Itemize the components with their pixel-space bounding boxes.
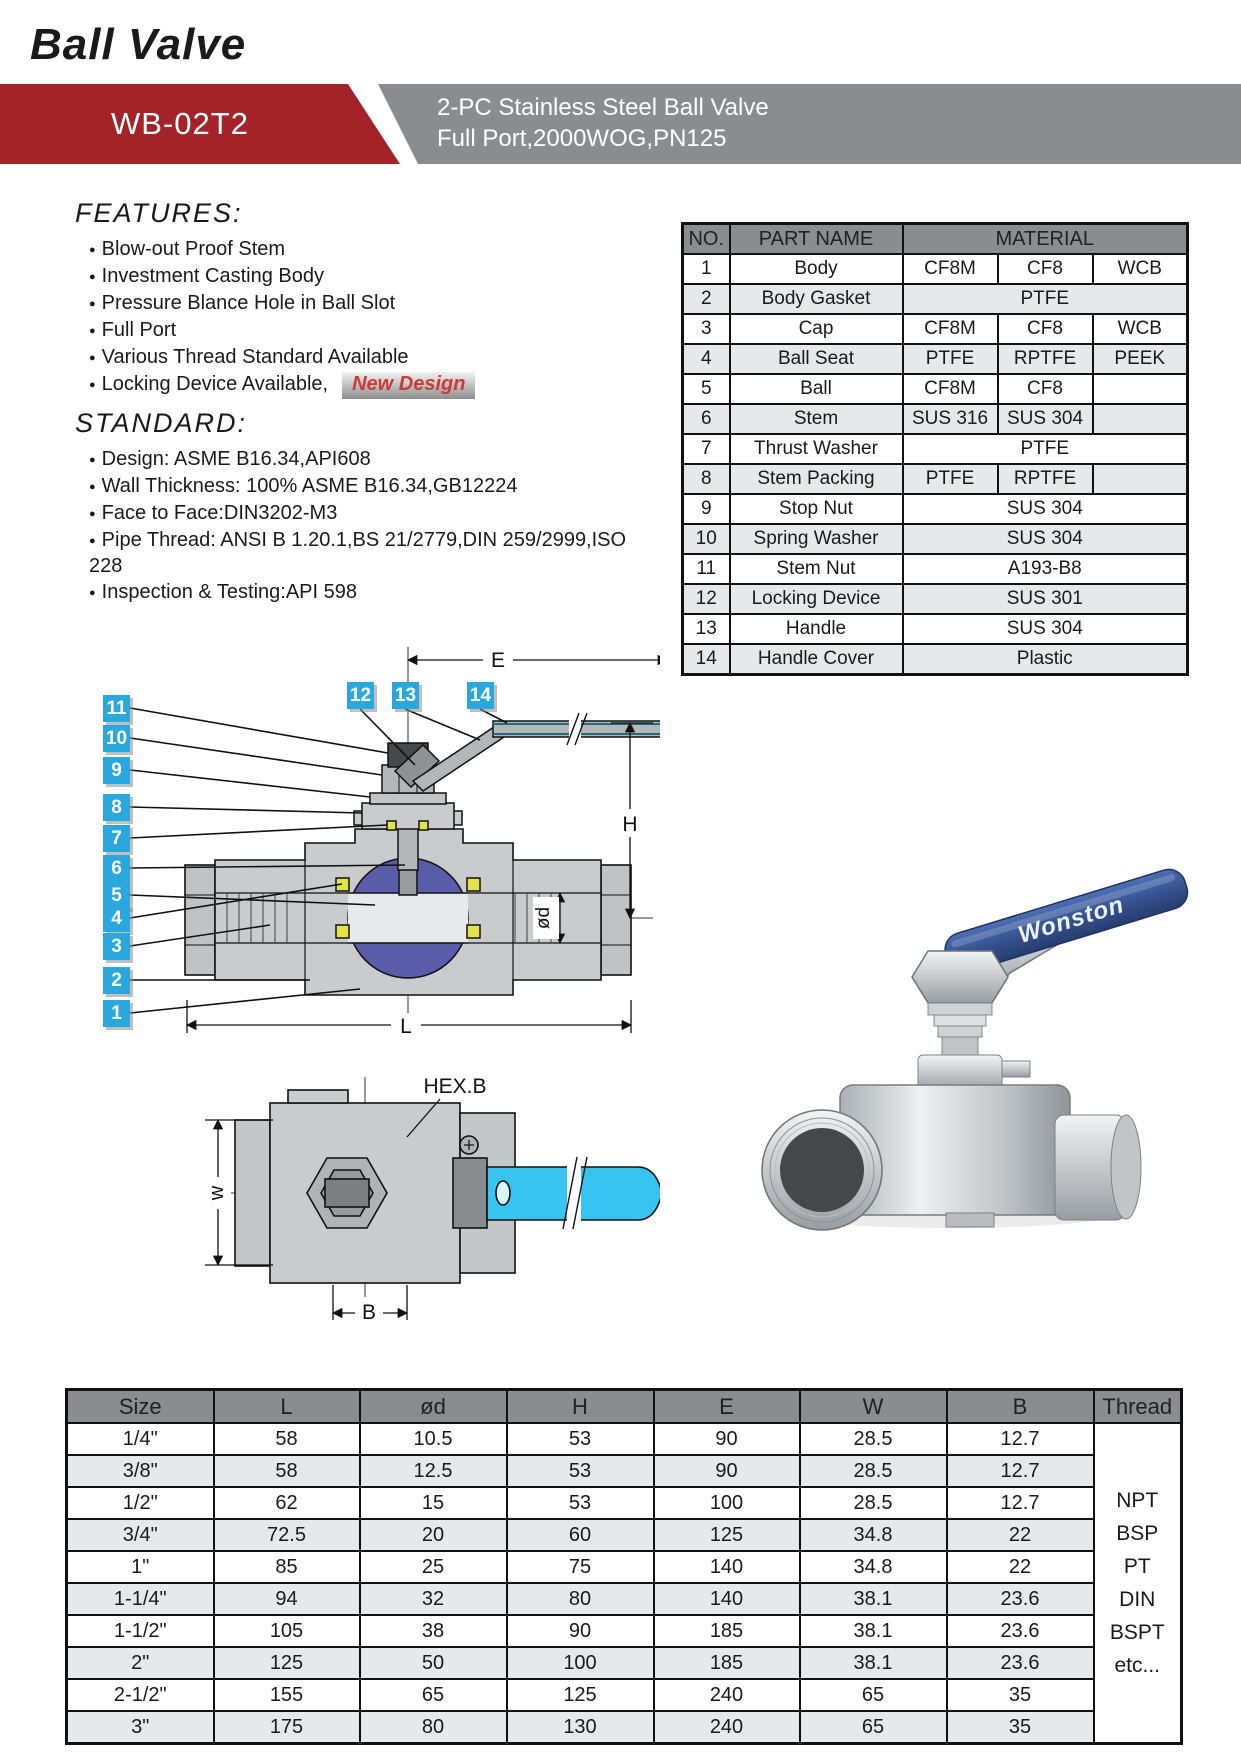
dim-header-thread: Thread (1094, 1390, 1182, 1424)
parts-row (683, 434, 1188, 464)
cell: 1-1/2" (67, 1615, 214, 1647)
cell: CF8M (903, 374, 998, 404)
cell: 3/8" (67, 1455, 214, 1487)
features-heading: FEATURES: (75, 198, 243, 228)
cell: 9 (683, 494, 730, 524)
cell: BSP (1116, 1522, 1159, 1545)
cell: 125 (654, 1519, 800, 1551)
cell: 14 (683, 644, 730, 675)
stem-packing (419, 821, 428, 830)
cell: PTFE (903, 434, 1188, 464)
parts-header-no: NO. (683, 224, 730, 255)
dim-row (67, 1519, 1182, 1551)
parts-row (683, 284, 1188, 314)
cell: 130 (507, 1711, 654, 1744)
feature-item: ● Pressure Blance Hole in Ball Slot (89, 291, 635, 317)
cell: 65 (800, 1679, 947, 1711)
dim-header-od: ød (360, 1390, 507, 1424)
cell: 100 (654, 1487, 800, 1519)
cell: 140 (654, 1551, 800, 1583)
cell: RPTFE (998, 464, 1093, 494)
parts-table-header-row (683, 224, 1188, 255)
cell: 38 (360, 1615, 507, 1647)
dim-row (67, 1679, 1182, 1711)
parts-row (683, 494, 1188, 524)
callout-12: 12 (347, 682, 374, 709)
cell: 3/4" (67, 1519, 214, 1551)
description-line-1: 2-PC Stainless Steel Ball Valve (437, 94, 769, 121)
callout-6: 6 (103, 855, 130, 882)
cell: 100 (507, 1647, 654, 1679)
handle-bracket (453, 1158, 487, 1228)
dim-row (67, 1551, 1182, 1583)
cell: SUS 316 (903, 404, 998, 434)
cell: 72.5 (214, 1519, 360, 1551)
parts-row (683, 254, 1188, 284)
cell: 23.6 (947, 1583, 1094, 1615)
cell: Ball (730, 374, 903, 404)
cell: Stop Nut (730, 494, 903, 524)
parts-row (683, 524, 1188, 554)
cell: 240 (654, 1679, 800, 1711)
drain-plug (946, 1213, 994, 1227)
cell: 8 (683, 464, 730, 494)
cell: 85 (214, 1551, 360, 1583)
callout-10: 10 (103, 725, 130, 752)
cell: 50 (360, 1647, 507, 1679)
cell: 2-1/2" (67, 1679, 214, 1711)
callout-3: 3 (103, 933, 130, 960)
callout-5: 5 (103, 882, 130, 909)
cell: PT (1123, 1555, 1151, 1578)
new-design-badge: New Design (342, 372, 475, 399)
feature-item-text: Locking Device Available, (101, 373, 329, 395)
callout-9: 9 (103, 757, 130, 784)
cell: 38.1 (800, 1615, 947, 1647)
cell: PTFE (903, 344, 998, 374)
dim-row (67, 1455, 1182, 1487)
parts-table-body (683, 254, 1188, 675)
cell: 10.5 (360, 1423, 507, 1455)
cell: Body Gasket (730, 284, 903, 314)
cell (1093, 464, 1188, 494)
cell: 6 (683, 404, 730, 434)
thread-options-cell (1094, 1423, 1182, 1744)
cell: 22 (947, 1519, 1094, 1551)
dimensions-table (65, 1388, 1183, 1745)
cell: 1 (683, 254, 730, 284)
page-title: Ball Valve (30, 20, 247, 69)
cell: 20 (360, 1519, 507, 1551)
standard-item: ● Wall Thickness: 100% ASME B16.34,GB12224 (89, 474, 635, 500)
dim-L: L (400, 1015, 412, 1038)
cell (1093, 404, 1188, 434)
cell: WCB (1093, 254, 1188, 284)
cell: 38.1 (800, 1583, 947, 1615)
cell: 2" (67, 1647, 214, 1679)
standard-item: ● Pipe Thread: ANSI B 1.20.1,BS 21/2779,DIN 259/2999,ISO 228 (89, 528, 635, 579)
cell: 23.6 (947, 1647, 1094, 1679)
feature-item (89, 372, 635, 399)
callout-8: 8 (103, 794, 130, 821)
cell: 12.7 (947, 1423, 1094, 1455)
valve-photo-illustration (650, 755, 1210, 1235)
cell: 38.1 (800, 1647, 947, 1679)
parts-row (683, 584, 1188, 614)
callout-11: 11 (103, 695, 130, 722)
stem-packing (387, 821, 396, 830)
ball-seat (467, 925, 480, 938)
dim-B: B (361, 1301, 377, 1324)
dim-table-body (67, 1423, 1182, 1744)
cell: 80 (360, 1711, 507, 1744)
callout-2: 2 (103, 967, 130, 994)
stem-nut-photo (912, 951, 1008, 1003)
parts-row (683, 644, 1188, 675)
cell: 34.8 (800, 1519, 947, 1551)
product-photo (650, 755, 1210, 1235)
ball-seat (336, 925, 349, 938)
standard-item: ● Face to Face:DIN3202-M3 (89, 501, 635, 527)
dim-header-size: Size (67, 1390, 214, 1424)
dim-H: H (622, 813, 638, 836)
dim-row (67, 1487, 1182, 1519)
parts-row (683, 404, 1188, 434)
callout-14: 14 (467, 682, 494, 709)
feature-item: ● Blow-out Proof Stem (89, 237, 635, 263)
parts-header-material: MATERIAL (903, 224, 1188, 255)
standard-item: ● Design: ASME B16.34,API608 (89, 447, 635, 473)
cell: BSPT (1109, 1621, 1165, 1644)
callout-1: 1 (103, 1000, 130, 1027)
cell: 58 (214, 1423, 360, 1455)
cell: SUS 304 (903, 494, 1188, 524)
cell: SUS 301 (903, 584, 1188, 614)
cell: PEEK (1093, 344, 1188, 374)
dim-row (67, 1423, 1182, 1455)
ball-seat (467, 878, 480, 891)
cell: 13 (683, 614, 730, 644)
cell: SUS 304 (903, 614, 1188, 644)
cell: 15 (360, 1487, 507, 1519)
cell: CF8 (998, 374, 1093, 404)
cell: 60 (507, 1519, 654, 1551)
handle-brand-text: Wonston (1015, 891, 1128, 949)
cell: 94 (214, 1583, 360, 1615)
cell: 53 (507, 1455, 654, 1487)
cell: CF8 (998, 314, 1093, 344)
cell: 3 (683, 314, 730, 344)
cell: 185 (654, 1647, 800, 1679)
cell: 12.7 (947, 1487, 1094, 1519)
cell: PTFE (903, 464, 998, 494)
dim-header-W: W (800, 1390, 947, 1424)
parts-row (683, 344, 1188, 374)
cell: 90 (654, 1423, 800, 1455)
cell: 53 (507, 1487, 654, 1519)
cell: Plastic (903, 644, 1188, 675)
cell: 125 (214, 1647, 360, 1679)
cell: CF8 (998, 254, 1093, 284)
cell: 7 (683, 434, 730, 464)
cell: 1/4" (67, 1423, 214, 1455)
cell: 5 (683, 374, 730, 404)
cell: 1" (67, 1551, 214, 1583)
parts-header-name: PART NAME (730, 224, 903, 255)
description-line-2: Full Port,2000WOG,PN125 (437, 125, 727, 152)
dim-row (67, 1615, 1182, 1647)
cell: WCB (1093, 314, 1188, 344)
cell: CF8M (903, 254, 998, 284)
cell: Handle Cover (730, 644, 903, 675)
product-description (437, 92, 769, 154)
dim-row (67, 1647, 1182, 1679)
feature-item: ● Investment Casting Body (89, 264, 635, 290)
dim-E: E (490, 649, 506, 672)
cell: DIN (1119, 1588, 1156, 1611)
dim-table-header-row (67, 1390, 1182, 1424)
parts-material-table (681, 222, 1189, 676)
cell: Stem (730, 404, 903, 434)
cell: 80 (507, 1583, 654, 1615)
cell: 125 (507, 1679, 654, 1711)
dim-row (67, 1583, 1182, 1615)
cell: 12 (683, 584, 730, 614)
cell: Ball Seat (730, 344, 903, 374)
dim-W: w (206, 1185, 228, 1201)
parts-row (683, 614, 1188, 644)
cell: 140 (654, 1583, 800, 1615)
callout-13: 13 (392, 682, 419, 709)
cell: 32 (360, 1583, 507, 1615)
cell: 185 (654, 1615, 800, 1647)
cell: 12.5 (360, 1455, 507, 1487)
cell: Cap (730, 314, 903, 344)
cell: 53 (507, 1423, 654, 1455)
dim-header-B: B (947, 1390, 1094, 1424)
stem-slot (325, 1179, 369, 1207)
cell: A193-B8 (903, 554, 1188, 584)
cell (1093, 374, 1188, 404)
cell: SUS 304 (998, 404, 1093, 434)
dim-header-E: E (654, 1390, 800, 1424)
cell: Stem Nut (730, 554, 903, 584)
cell: NPT (1116, 1489, 1159, 1512)
cell: 25 (360, 1551, 507, 1583)
break-mark (569, 715, 581, 743)
cell: 65 (360, 1679, 507, 1711)
hexb-label: HEX.B (423, 1075, 487, 1098)
cell: SUS 304 (903, 524, 1188, 554)
cell: 28.5 (800, 1423, 947, 1455)
cell: Handle (730, 614, 903, 644)
cell: Spring Washer (730, 524, 903, 554)
valve-top-view (235, 1090, 660, 1283)
cell: 12.7 (947, 1455, 1094, 1487)
cell: 62 (214, 1487, 360, 1519)
cell: 75 (507, 1551, 654, 1583)
model-code: WB-02T2 (111, 106, 249, 141)
cell: 22 (947, 1551, 1094, 1583)
cell: 155 (214, 1679, 360, 1711)
cell: 23.6 (947, 1615, 1094, 1647)
cell: 4 (683, 344, 730, 374)
cell: 35 (947, 1711, 1094, 1744)
dim-row (67, 1711, 1182, 1744)
standard-item: ● Inspection & Testing:API 598 (89, 580, 635, 606)
cell: etc... (1114, 1654, 1161, 1677)
cell: 175 (214, 1711, 360, 1744)
cell: 34.8 (800, 1551, 947, 1583)
dim-od: ød (533, 906, 554, 930)
cell: RPTFE (998, 344, 1093, 374)
dim-header-L: L (214, 1390, 360, 1424)
feature-item: ● Various Thread Standard Available (89, 345, 635, 371)
header-banner (0, 84, 1241, 164)
cell: 28.5 (800, 1455, 947, 1487)
cell: 3" (67, 1711, 214, 1744)
cell: 65 (800, 1711, 947, 1744)
cell: 11 (683, 554, 730, 584)
cell: PTFE (903, 284, 1188, 314)
cell: 35 (947, 1679, 1094, 1711)
cell: 10 (683, 524, 730, 554)
cell: Thrust Washer (730, 434, 903, 464)
technical-drawing (55, 575, 660, 1365)
cell: 1-1/4" (67, 1583, 214, 1615)
cell: Locking Device (730, 584, 903, 614)
parts-row (683, 554, 1188, 584)
callout-7: 7 (103, 825, 130, 852)
standard-heading: STANDARD: (75, 408, 248, 438)
stop-washer (370, 793, 446, 804)
cell: CF8M (903, 314, 998, 344)
dim-header-H: H (507, 1390, 654, 1424)
cell: 58 (214, 1455, 360, 1487)
cell: 240 (654, 1711, 800, 1744)
parts-row (683, 464, 1188, 494)
feature-item: ● Full Port (89, 318, 635, 344)
cell: 90 (654, 1455, 800, 1487)
cell: Stem Packing (730, 464, 903, 494)
cell: 1/2" (67, 1487, 214, 1519)
features-section (75, 198, 635, 400)
cell: 2 (683, 284, 730, 314)
parts-row (683, 374, 1188, 404)
cell: 28.5 (800, 1487, 947, 1519)
features-list (89, 237, 635, 399)
cell: Body (730, 254, 903, 284)
cell: 105 (214, 1615, 360, 1647)
parts-row (683, 314, 1188, 344)
cell: 90 (507, 1615, 654, 1647)
callout-4: 4 (103, 905, 130, 932)
